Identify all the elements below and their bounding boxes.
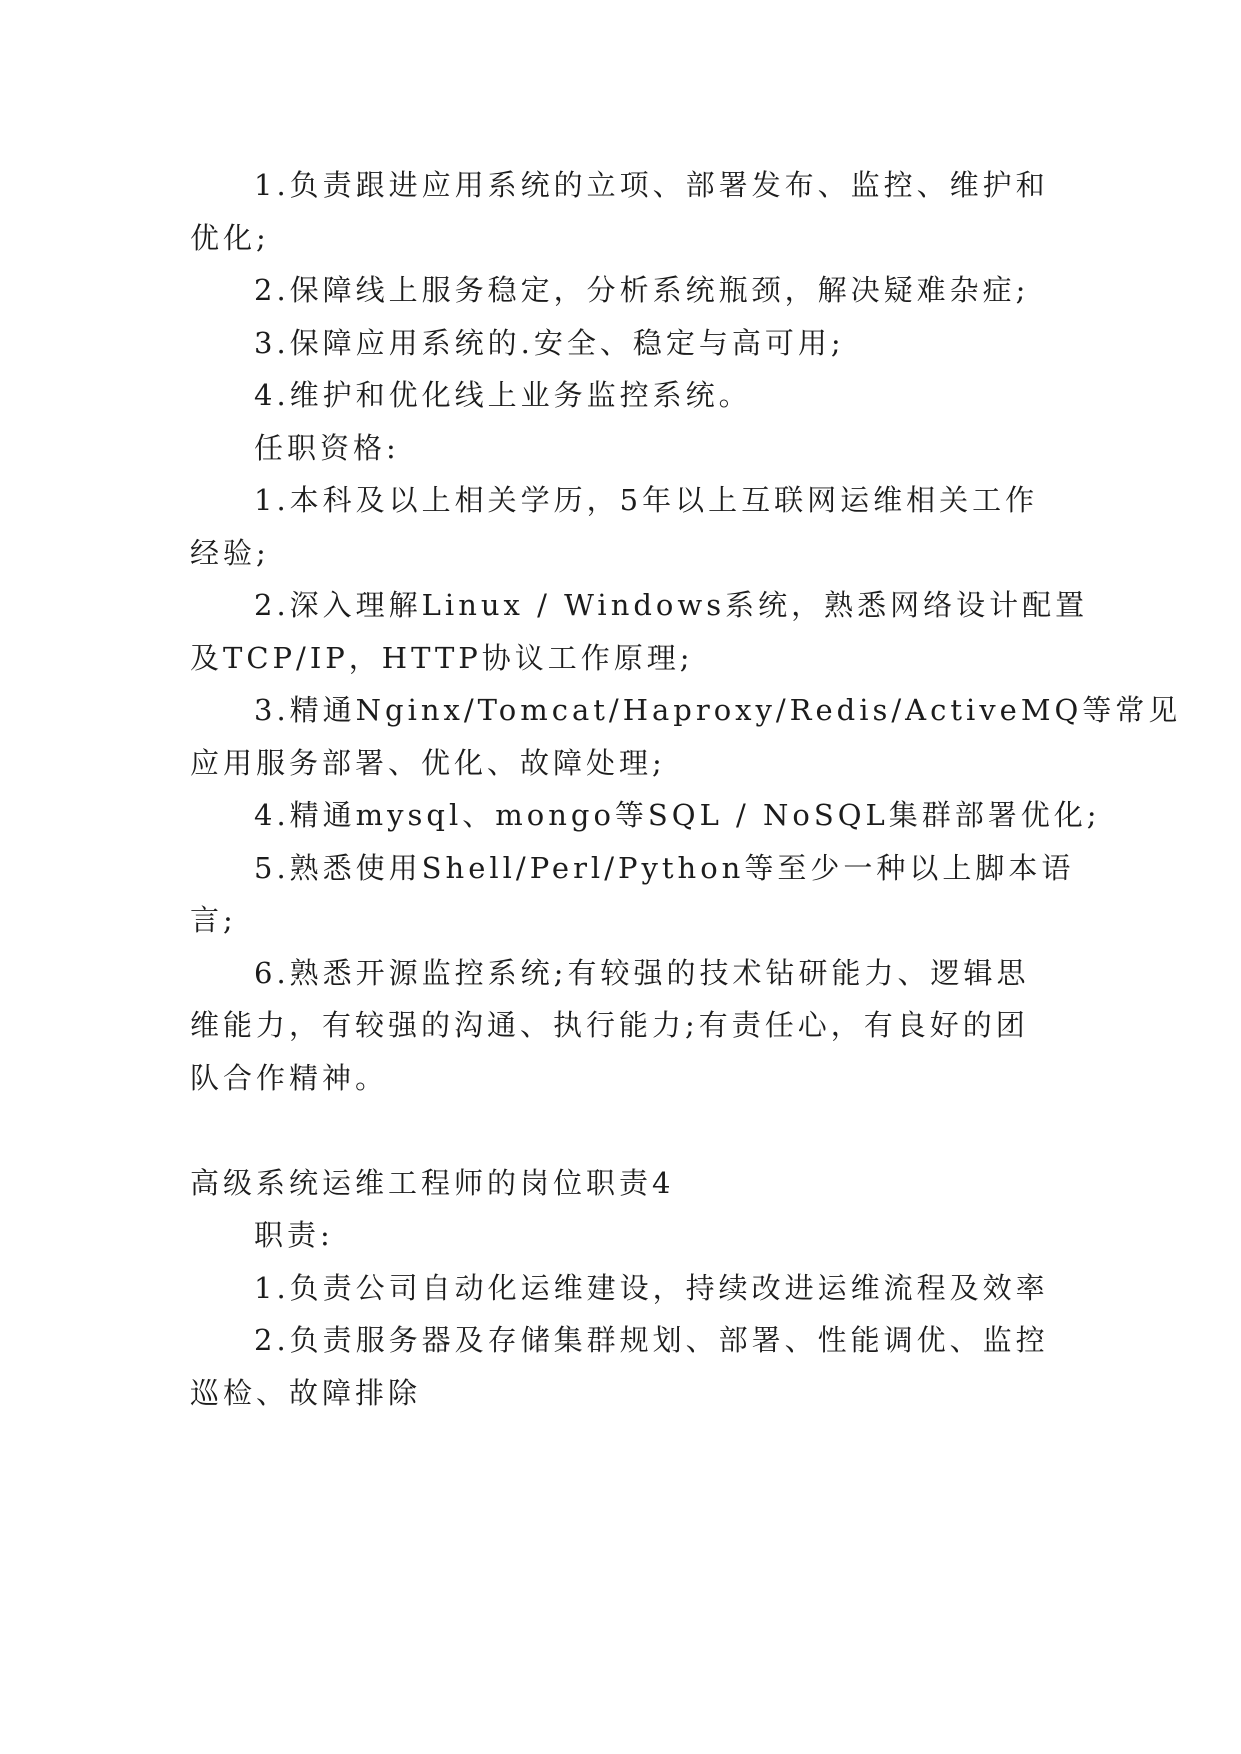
qualification-item-6-continued-2: 队合作精神。 [190, 1061, 389, 1095]
qualifications-heading: 任职资格: [254, 431, 400, 465]
qualification-item-5-continued: 言; [190, 903, 237, 937]
duty-item-2-section-4: 2.负责服务器及存储集群规划、部署、性能调优、监控 [254, 1323, 1049, 1357]
duty-item-4: 4.维护和优化线上业务监控系统。 [254, 378, 752, 412]
qualification-item-6-continued: 维能力，有较强的沟通、执行能力;有责任心，有良好的团 [190, 1008, 1029, 1042]
qualification-item-3: 3.精通Nginx/Tomcat/Haproxy/Redis/ActiveMQ等常见 [254, 693, 1182, 727]
qualification-item-6: 6.熟悉开源监控系统;有较强的技术钻研能力、逻辑思 [254, 956, 1030, 990]
qualification-item-2-continued: 及TCP/IP，HTTP协议工作原理; [190, 641, 694, 675]
qualification-item-2: 2.深入理解Linux / Windows系统，熟悉网络设计配置 [254, 588, 1089, 622]
duty-item-3: 3.保障应用系统的.安全、稳定与高可用; [254, 326, 845, 360]
qualification-item-4: 4.精通mysql、mongo等SQL / NoSQL集群部署优化; [254, 798, 1101, 832]
duty-item-1: 1.负责跟进应用系统的立项、部署发布、监控、维护和 [254, 168, 1049, 202]
duty-item-1-continued: 优化; [190, 221, 270, 255]
qualification-item-1: 1.本科及以上相关学历，5年以上互联网运维相关工作 [254, 483, 1039, 517]
duty-item-1-section-4: 1.负责公司自动化运维建设，持续改进运维流程及效率 [254, 1271, 1049, 1305]
duty-item-2-section-4-continued: 巡检、故障排除 [190, 1376, 422, 1410]
section-heading: 高级系统运维工程师的岗位职责4 [190, 1166, 675, 1200]
qualification-item-1-continued: 经验; [190, 536, 270, 570]
qualification-item-5: 5.熟悉使用Shell/Perl/Python等至少一种以上脚本语 [254, 851, 1075, 885]
duty-item-2: 2.保障线上服务稳定，分析系统瓶颈，解决疑难杂症; [254, 273, 1030, 307]
duties-heading: 职责: [254, 1218, 334, 1252]
qualification-item-3-continued: 应用服务部署、优化、故障处理; [190, 746, 666, 780]
